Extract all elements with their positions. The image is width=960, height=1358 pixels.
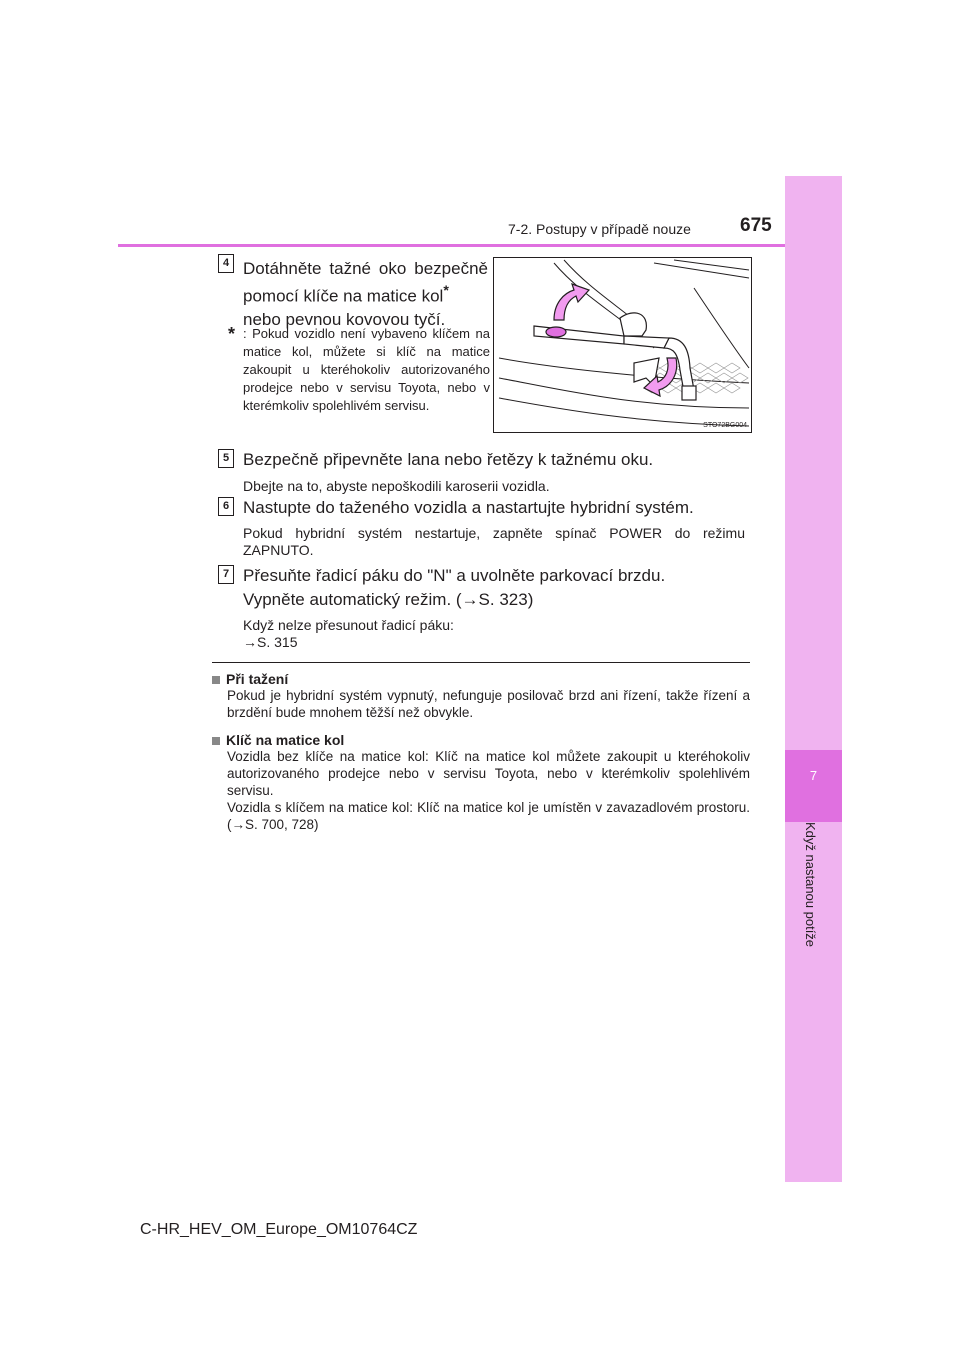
note-towing-title-text: Při tažení bbox=[226, 671, 289, 687]
note-towing bbox=[212, 671, 750, 721]
note-wrench-title-text: Klíč na matice kol bbox=[226, 732, 345, 748]
chapter-number: 7 bbox=[809, 768, 818, 783]
document-code: C-HR_HEV_OM_Europe_OM10764CZ bbox=[140, 1221, 418, 1238]
note-wrench-body2: Vozidla s klíčem na matice kol: Klíč na matice kol je umístěn v zavazadlovém prostoru. (→S. 700, 728) bbox=[227, 800, 750, 832]
step-number-6: 6 bbox=[218, 497, 234, 516]
step-4-text bbox=[243, 257, 488, 331]
step-number-4: 4 bbox=[218, 254, 234, 273]
step-7-text2: Vypněte automatický režim. (→S. 323) bbox=[243, 590, 534, 609]
step-number-7: 7 bbox=[218, 565, 234, 584]
side-tab bbox=[785, 176, 842, 750]
step-4-star: * bbox=[443, 283, 449, 299]
section-title: 7-2. Postupy v případě nouze bbox=[508, 221, 691, 237]
note-wrench-body: Vozidla bez klíče na matice kol: Klíč na matice kol můžete zakoupit u kteréhokoliv autorizovaného prodejce nebo v servisu Toyota, nebo v kterémkoliv spolehlivém servisu. bbox=[227, 749, 750, 798]
step-4-main: Dotáhněte tažné oko bezpečně pomocí klíče na matice kol bbox=[243, 259, 488, 306]
square-bullet-icon bbox=[212, 676, 220, 684]
step-6-sub: Pokud hybridní systém nestartuje, zapněte spínač POWER do režimu ZAPNUTO. bbox=[243, 525, 745, 558]
note-towing-body: Pokud je hybridní systém vypnutý, nefunguje posilovač brzd ani řízení, takže řízení a brzdění bude mnohem těžší než obvykle. bbox=[227, 688, 750, 720]
page-number: 675 bbox=[740, 215, 772, 236]
step-7-sub2: →S. 315 bbox=[243, 634, 298, 650]
footnote-marker: * bbox=[228, 324, 236, 344]
note-towing-title bbox=[212, 671, 750, 687]
towing-eye-drawing bbox=[494, 258, 751, 432]
footnote-text: : Pokud vozidlo není vybaveno klíčem na matice kol, můžete si klíč na matice zakoupit u kteréhokoliv autorizovaného prodejce nebo v servisu Toyota, nebo v kterémkoliv spolehlivém servisu. bbox=[243, 326, 490, 413]
side-tab-chapter-block bbox=[785, 750, 842, 822]
figure-code: STO72BG004 bbox=[703, 422, 747, 429]
step-number-5: 5 bbox=[218, 449, 234, 468]
step-4-after: nebo pevnou kovovou tyčí. bbox=[243, 309, 446, 329]
step-5-text: Bezpečně připevněte lana nebo řetězy k tažnému oku. bbox=[243, 450, 654, 469]
chapter-title-text: Když nastanou potíže bbox=[803, 822, 818, 948]
notes-divider bbox=[212, 662, 750, 663]
chapter-title bbox=[790, 822, 830, 972]
step-5-sub: Dbejte na to, abyste nepoškodili karoserii vozidla. bbox=[243, 478, 550, 494]
note-wrench-title bbox=[212, 732, 750, 748]
step-6-text: Nastupte do taženého vozidla a nastartujte hybridní systém. bbox=[243, 498, 694, 517]
header-rule bbox=[118, 244, 785, 247]
step-7-sub: Když nelze přesunout řadicí páku: bbox=[243, 617, 454, 633]
step-7-text: Přesuňte řadicí páku do "N" a uvolněte parkovací brzdu. bbox=[243, 566, 666, 585]
footnote bbox=[228, 325, 490, 415]
towing-eye-illustration bbox=[493, 257, 752, 433]
square-bullet-icon bbox=[212, 737, 220, 745]
note-wrench bbox=[212, 732, 750, 833]
